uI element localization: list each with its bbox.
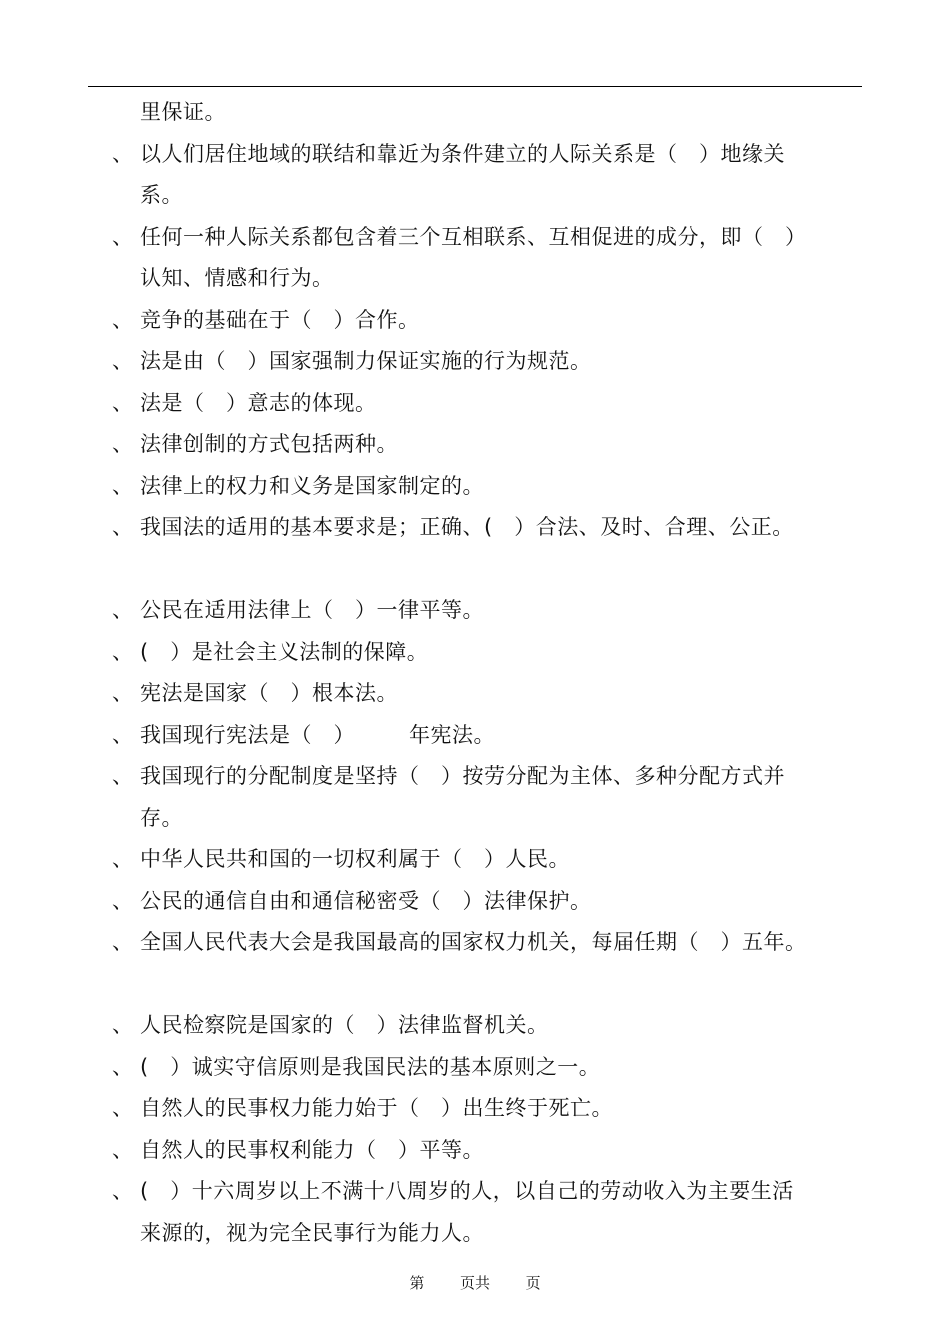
question-text: 自然人的民事权力能力始于（ ）出生终于死亡。: [140, 1096, 613, 1120]
question-text: 来源的，视为完全民事行为能力人。: [140, 1220, 484, 1245]
question-item: [112, 341, 862, 383]
question-text: 我国法的适用的基本要求是；正确、( ）合法、及时、合理、公正。: [140, 515, 794, 539]
blank-line: [112, 549, 862, 591]
page-footer: [0, 1272, 950, 1293]
question-item: [112, 673, 862, 715]
question-item: [112, 507, 862, 549]
footer-page-total: 页: [525, 1274, 541, 1292]
question-list: [112, 92, 862, 1254]
question-text: 认知、情感和行为。: [140, 266, 334, 290]
list-marker: 、: [112, 681, 134, 705]
list-marker: 、: [112, 1179, 134, 1203]
question-text: ( ）是社会主义法制的保障。: [140, 639, 429, 664]
list-marker: 、: [112, 1013, 134, 1037]
list-marker: 、: [112, 598, 134, 622]
question-text: 以人们居住地域的联结和靠近为条件建立的人际关系是（ ）地缘关: [140, 141, 785, 166]
question-text: 法是（ ）意志的体现。: [140, 390, 377, 415]
question-text: 里保证。: [140, 100, 226, 124]
question-item: [112, 300, 862, 342]
list-marker: 、: [112, 141, 134, 166]
question-text: 全国人民代表大会是我国最高的国家权力机关，每届任期（ ）五年。: [140, 930, 807, 954]
question-text: 任何一种人际关系都包含着三个互相联系、互相促进的成分，即（ ）: [140, 224, 807, 249]
question-item: [112, 1171, 862, 1254]
question-text: 法律上的权力和义务是国家制定的。: [140, 473, 484, 498]
question-text: 中华人民共和国的一切权利属于（ ）人民。: [140, 847, 570, 871]
question-text: 人民检察院是国家的（ ）法律监督机关。: [140, 1013, 549, 1037]
list-marker: 、: [112, 639, 134, 664]
question-item: [112, 1047, 862, 1089]
question-text: 法是由（ ）国家强制力保证实施的行为规范。: [140, 349, 592, 373]
question-item: [112, 839, 862, 881]
question-item: [112, 922, 862, 964]
question-text: 公民的通信自由和通信秘密受（ ）法律保护。: [140, 888, 592, 913]
list-marker: 、: [112, 390, 134, 415]
question-item: [112, 92, 862, 134]
list-marker: 、: [112, 349, 134, 373]
question-item: [112, 632, 862, 674]
question-text: 宪法是国家（ ）根本法。: [140, 681, 398, 705]
question-item: [112, 881, 862, 923]
list-marker: 、: [112, 515, 134, 539]
list-marker: 、: [112, 1054, 134, 1079]
list-marker: 、: [112, 722, 134, 747]
question-item: [112, 1005, 862, 1047]
footer-page-label: 第: [409, 1274, 425, 1292]
question-text: 法律创制的方式包括两种。: [140, 432, 398, 456]
list-marker: 、: [112, 1096, 134, 1120]
list-marker: 、: [112, 224, 134, 249]
list-marker: 、: [112, 930, 134, 954]
question-item: [112, 1130, 862, 1172]
question-item: [112, 1088, 862, 1130]
blank-line: [112, 964, 862, 1006]
question-text: 系。: [140, 183, 183, 207]
question-item: [112, 590, 862, 632]
list-marker: 、: [112, 432, 134, 456]
question-text: ( ）诚实守信原则是我国民法的基本原则之一。: [140, 1054, 601, 1079]
question-text: 我国现行的分配制度是坚持（ ）按劳分配为主体、多种分配方式并: [140, 764, 785, 788]
question-item: [112, 383, 862, 425]
question-item: [112, 134, 862, 217]
list-marker: 、: [112, 847, 134, 871]
question-text: 公民在适用法律上（ ）一律平等。: [140, 598, 484, 622]
list-marker: 、: [112, 888, 134, 913]
list-marker: 、: [112, 307, 134, 332]
question-text: 自然人的民事权利能力（ ）平等。: [140, 1137, 484, 1162]
footer-page-of: 页共: [459, 1274, 490, 1292]
question-item: [112, 217, 862, 300]
question-item: [112, 466, 862, 508]
list-marker: 、: [112, 1137, 134, 1162]
question-item: [112, 756, 862, 839]
list-marker: 、: [112, 764, 134, 788]
question-text: 竞争的基础在于（ ）合作。: [140, 307, 420, 332]
question-text: ( ）十六周岁以上不满十八周岁的人，以自己的劳动收入为主要生活: [140, 1179, 794, 1203]
question-text: 我国现行宪法是（ ） 年宪法。: [140, 722, 495, 747]
question-item: [112, 424, 862, 466]
header-rule: [88, 86, 862, 87]
question-text: 存。: [140, 805, 183, 830]
question-item: [112, 715, 862, 757]
list-marker: 、: [112, 473, 134, 498]
